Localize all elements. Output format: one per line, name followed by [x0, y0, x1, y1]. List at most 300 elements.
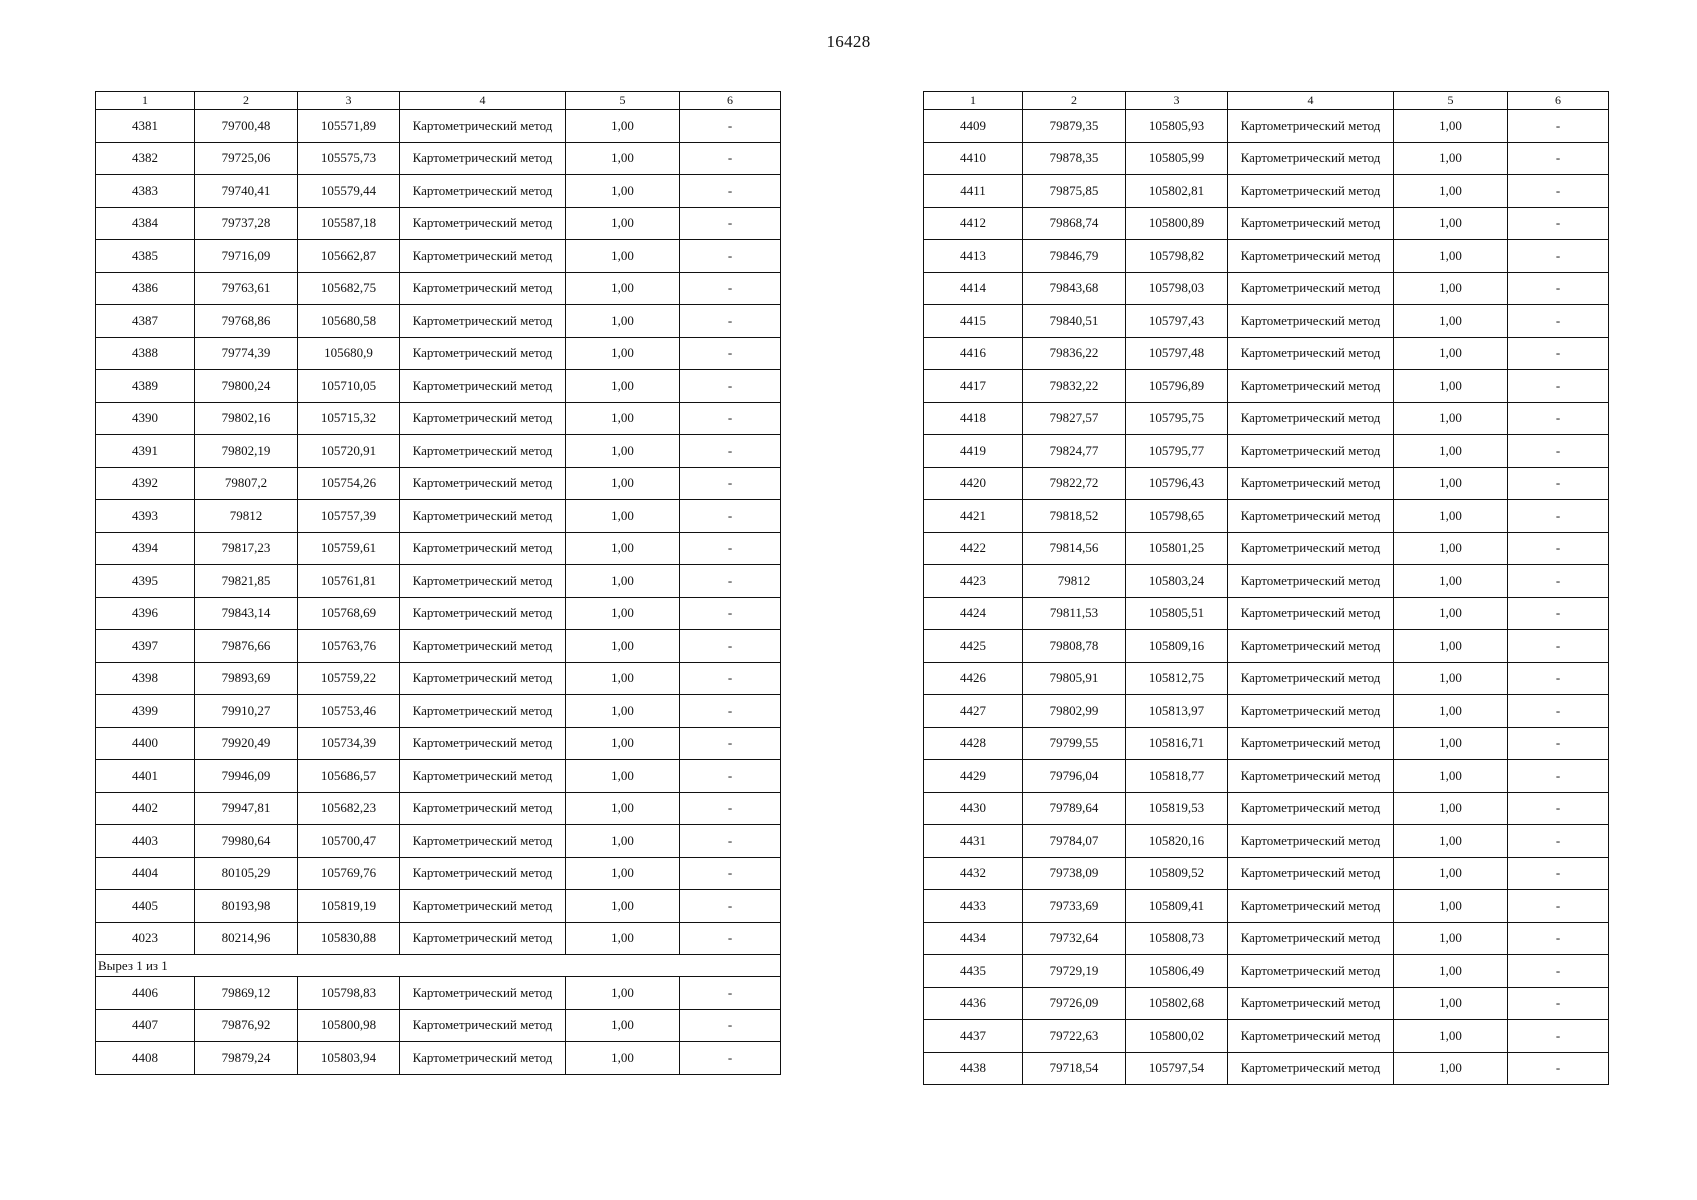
table-cell-col-6: -: [1508, 402, 1609, 435]
table-row: [924, 1052, 1609, 1085]
table-row: [96, 207, 781, 240]
table-cell-col-3: 105759,61: [298, 532, 400, 565]
table-cell-col-6: -: [680, 532, 781, 565]
table-row: [96, 565, 781, 598]
table-row: [96, 922, 781, 955]
table-cell-col-4: Картометрический метод: [400, 532, 566, 565]
table-cell-col-1: 4413: [924, 240, 1023, 273]
table-cell-col-2: 2: [195, 92, 298, 110]
table-cell-col-5: 1,00: [566, 630, 680, 663]
left-table-body: [96, 92, 781, 1075]
table-cell-col-5: 1,00: [1394, 532, 1508, 565]
table-cell-col-1: 4427: [924, 695, 1023, 728]
table-cell-col-1: 4435: [924, 955, 1023, 988]
table-cell-col-4: Картометрический метод: [400, 110, 566, 143]
table-cell-col-3: 3: [298, 92, 400, 110]
table-cell-col-5: 1,00: [1394, 337, 1508, 370]
table-cell-col-5: 1,00: [1394, 857, 1508, 890]
table-cell-col-3: 105819,53: [1126, 792, 1228, 825]
table-cell-col-2: 79868,74: [1023, 207, 1126, 240]
table-row: [96, 727, 781, 760]
table-cell-col-6: -: [1508, 727, 1609, 760]
table-cell-col-2: 79811,53: [1023, 597, 1126, 630]
table-cell-col-2: 79729,19: [1023, 955, 1126, 988]
table-row: [924, 467, 1609, 500]
table-cell-col-4: Картометрический метод: [400, 272, 566, 305]
table-cell-col-2: 79980,64: [195, 825, 298, 858]
table-cell-col-2: 79878,35: [1023, 142, 1126, 175]
table-cell-col-5: 1,00: [566, 142, 680, 175]
table-cell-col-6: -: [680, 1042, 781, 1075]
table-cell-col-1: 4401: [96, 760, 195, 793]
table-cell-col-2: 79805,91: [1023, 662, 1126, 695]
table-row: [924, 597, 1609, 630]
table-cell-col-4: Картометрический метод: [400, 695, 566, 728]
table-cell-col-6: -: [680, 240, 781, 273]
table-cell-col-4: Картометрический метод: [1228, 760, 1394, 793]
table-row: [924, 792, 1609, 825]
table-cell-col-1: 4391: [96, 435, 195, 468]
table-cell-col-4: Картометрический метод: [400, 305, 566, 338]
table-cell-col-1: 4403: [96, 825, 195, 858]
table-cell-col-5: 1,00: [1394, 955, 1508, 988]
table-cell-col-5: 1,00: [566, 597, 680, 630]
table-cell-col-3: 105575,73: [298, 142, 400, 175]
table-cell-col-6: -: [1508, 337, 1609, 370]
table-cell-col-5: 1,00: [1394, 922, 1508, 955]
table-cell-col-1: 4434: [924, 922, 1023, 955]
table-cell-col-5: 1,00: [1394, 435, 1508, 468]
table-cell-col-5: 1,00: [1394, 565, 1508, 598]
table-cell-col-3: 105802,68: [1126, 987, 1228, 1020]
table-cell-col-3: 105720,91: [298, 435, 400, 468]
table-cell-col-4: Картометрический метод: [400, 630, 566, 663]
table-cell-col-2: 80105,29: [195, 857, 298, 890]
table-row: [924, 142, 1609, 175]
table-cell-col-3: 105830,88: [298, 922, 400, 955]
table-cell-col-6: -: [680, 695, 781, 728]
table-cell-col-5: 1,00: [1394, 370, 1508, 403]
table-cell-col-5: 1,00: [1394, 142, 1508, 175]
table-cell-col-3: 105797,54: [1126, 1052, 1228, 1085]
table-cell-col-5: 1,00: [566, 240, 680, 273]
table-cell-col-1: 4398: [96, 662, 195, 695]
table-cell-col-3: 105753,46: [298, 695, 400, 728]
table-cell-col-1: 4381: [96, 110, 195, 143]
table-cell-col-1: 4390: [96, 402, 195, 435]
table-cell-col-1: 4384: [96, 207, 195, 240]
table-cell-col-6: -: [1508, 500, 1609, 533]
table-cell-col-4: Картометрический метод: [400, 662, 566, 695]
table-cell-col-3: 105805,51: [1126, 597, 1228, 630]
table-cell-col-3: 105798,82: [1126, 240, 1228, 273]
table-cell-col-1: 4388: [96, 337, 195, 370]
table-cell-col-6: -: [1508, 922, 1609, 955]
table-cell-col-4: Картометрический метод: [400, 500, 566, 533]
table-cell-col-1: 4399: [96, 695, 195, 728]
table-cell-col-1: 1: [96, 92, 195, 110]
table-cell-col-2: 79807,2: [195, 467, 298, 500]
table-cell-col-4: Картометрический метод: [1228, 467, 1394, 500]
table-cell-col-5: 1,00: [566, 500, 680, 533]
table-cell-col-3: 105587,18: [298, 207, 400, 240]
table-cell-col-3: 105809,16: [1126, 630, 1228, 663]
table-cell-col-1: 4394: [96, 532, 195, 565]
table-cell-col-4: Картометрический метод: [1228, 435, 1394, 468]
table-cell-col-2: 79879,24: [195, 1042, 298, 1075]
table-cell-col-4: Картометрический метод: [1228, 500, 1394, 533]
table-row: [924, 727, 1609, 760]
table-row: [96, 532, 781, 565]
table-cell-col-4: Картометрический метод: [1228, 987, 1394, 1020]
table-cell-col-6: -: [1508, 760, 1609, 793]
table-cell-col-3: 105715,32: [298, 402, 400, 435]
table-row: [96, 890, 781, 923]
table-cell-col-1: 4407: [96, 1009, 195, 1042]
table-row: [924, 175, 1609, 208]
table-cell-col-1: 4400: [96, 727, 195, 760]
table-row: [924, 435, 1609, 468]
table-cell-col-4: Картометрический метод: [1228, 922, 1394, 955]
table-cell-col-6: -: [680, 890, 781, 923]
table-cell-col-6: -: [680, 760, 781, 793]
table-cell-col-3: 105680,9: [298, 337, 400, 370]
table-cell-col-4: Картометрический метод: [400, 922, 566, 955]
table-cell-col-2: 79733,69: [1023, 890, 1126, 923]
table-cell-col-5: 1,00: [566, 110, 680, 143]
table-cell-col-3: 105803,94: [298, 1042, 400, 1075]
table-cell-col-4: Картометрический метод: [400, 792, 566, 825]
table-cell-col-3: 105812,75: [1126, 662, 1228, 695]
table-cell-col-4: Картометрический метод: [400, 467, 566, 500]
table-cell-col-6: -: [1508, 370, 1609, 403]
coordinates-table-right: [923, 91, 1609, 1085]
table-cell-col-2: 79716,09: [195, 240, 298, 273]
table-cell-col-6: -: [680, 922, 781, 955]
table-cell-col-1: 4410: [924, 142, 1023, 175]
table-cell-col-6: -: [680, 142, 781, 175]
table-cell-col-4: Картометрический метод: [1228, 402, 1394, 435]
table-cell-col-6: 6: [680, 92, 781, 110]
table-row: [96, 272, 781, 305]
table-cell-col-1: 4406: [96, 977, 195, 1010]
table-row: [924, 207, 1609, 240]
table-cell-col-3: 105700,47: [298, 825, 400, 858]
table-cell-col-3: 105768,69: [298, 597, 400, 630]
table-cell-col-3: 105797,48: [1126, 337, 1228, 370]
table-row: [96, 792, 781, 825]
table-cell-col-4: Картометрический метод: [400, 825, 566, 858]
table-cell-col-4: Картометрический метод: [1228, 1052, 1394, 1085]
table-cell-col-4: Картометрический метод: [1228, 792, 1394, 825]
table-cell-col-3: 105798,65: [1126, 500, 1228, 533]
table-cell-col-1: 4393: [96, 500, 195, 533]
table-cell-col-4: Картометрический метод: [1228, 370, 1394, 403]
table-cell-col-5: 1,00: [1394, 110, 1508, 143]
table-cell-col-5: 1,00: [1394, 760, 1508, 793]
table-cell-col-2: 79875,85: [1023, 175, 1126, 208]
table-cell-col-3: 105818,77: [1126, 760, 1228, 793]
table-cell-col-5: 1,00: [566, 435, 680, 468]
table-cell-col-2: 79869,12: [195, 977, 298, 1010]
table-cell-col-2: 79879,35: [1023, 110, 1126, 143]
table-cell-col-2: 79836,22: [1023, 337, 1126, 370]
table-row: [924, 890, 1609, 923]
table-cell-col-6: -: [1508, 955, 1609, 988]
table-cell-col-2: 79740,41: [195, 175, 298, 208]
table-row: [924, 500, 1609, 533]
table-cell-col-3: 105798,83: [298, 977, 400, 1010]
table-cell-col-5: 1,00: [566, 1042, 680, 1075]
table-cell-col-3: 105734,39: [298, 727, 400, 760]
table-cell-col-5: 1,00: [566, 857, 680, 890]
table-cell-col-2: 79893,69: [195, 662, 298, 695]
table-row: [96, 977, 781, 1010]
table-cell-col-4: Картометрический метод: [1228, 1020, 1394, 1053]
table-cell-col-2: 79726,09: [1023, 987, 1126, 1020]
table-cell-col-1: 4433: [924, 890, 1023, 923]
table-cell-col-3: 105571,89: [298, 110, 400, 143]
table-cell-col-6: -: [680, 1009, 781, 1042]
table-cell-col-2: 79843,68: [1023, 272, 1126, 305]
table-cell-col-6: -: [680, 305, 781, 338]
table-cell-col-4: 4: [1228, 92, 1394, 110]
table-cell-col-3: 105763,76: [298, 630, 400, 663]
table-cell-col-2: 79827,57: [1023, 402, 1126, 435]
table-cell-col-3: 105761,81: [298, 565, 400, 598]
table-cell-col-3: 105809,52: [1126, 857, 1228, 890]
table-cell-col-5: 1,00: [1394, 727, 1508, 760]
table-cell-col-3: 105686,57: [298, 760, 400, 793]
table-cell-col-5: 1,00: [1394, 175, 1508, 208]
table-cell-col-1: 4418: [924, 402, 1023, 435]
table-row: [924, 532, 1609, 565]
table-cell-col-4: Картометрический метод: [400, 857, 566, 890]
table-cell-col-1: 4389: [96, 370, 195, 403]
table-cell-col-3: 105819,19: [298, 890, 400, 923]
table-cell-col-6: -: [1508, 890, 1609, 923]
table-cell-col-4: Картометрический метод: [400, 435, 566, 468]
table-row: [924, 272, 1609, 305]
table-cell-col-3: 105754,26: [298, 467, 400, 500]
table-cell-col-6: -: [680, 500, 781, 533]
table-cell-col-6: -: [1508, 857, 1609, 890]
table-cell-col-6: -: [680, 435, 781, 468]
table-cell-col-4: Картометрический метод: [400, 402, 566, 435]
table-cell-col-5: 1,00: [566, 922, 680, 955]
table-cell-col-2: 79817,23: [195, 532, 298, 565]
table-cell-col-4: Картометрический метод: [400, 1042, 566, 1075]
table-cell-col-4: Картометрический метод: [1228, 175, 1394, 208]
table-cell-col-4: Картометрический метод: [1228, 955, 1394, 988]
table-cell-col-4: Картометрический метод: [400, 597, 566, 630]
table-row: [924, 695, 1609, 728]
table-cell-col-1: 4417: [924, 370, 1023, 403]
table-cell-col-3: 105662,87: [298, 240, 400, 273]
table-row: [96, 825, 781, 858]
table-cell-col-2: 79818,52: [1023, 500, 1126, 533]
table-cell-col-5: 1,00: [566, 175, 680, 208]
table-cell-col-5: 1,00: [566, 662, 680, 695]
table-cell-col-2: 80214,96: [195, 922, 298, 955]
table-cell-col-5: 1,00: [1394, 695, 1508, 728]
table-cell-col-5: 1,00: [566, 1009, 680, 1042]
table-cell-col-3: 105801,25: [1126, 532, 1228, 565]
table-cell-col-4: Картометрический метод: [400, 207, 566, 240]
table-row: [924, 305, 1609, 338]
table-row: [96, 467, 781, 500]
table-cell-col-4: Картометрический метод: [1228, 240, 1394, 273]
table-cell-col-5: 1,00: [566, 337, 680, 370]
table-cell-col-1: 4382: [96, 142, 195, 175]
table-cell-col-1: 4426: [924, 662, 1023, 695]
table-cell-col-5: 1,00: [1394, 825, 1508, 858]
table-cell-col-2: 79802,16: [195, 402, 298, 435]
table-cell-col-5: 5: [1394, 92, 1508, 110]
table-row: [924, 110, 1609, 143]
table-cell-col-6: -: [680, 825, 781, 858]
table-cell-col-3: 105796,89: [1126, 370, 1228, 403]
table-cell-col-6: -: [1508, 240, 1609, 273]
table-cell-col-1: 4397: [96, 630, 195, 663]
table-cell-col-4: Картометрический метод: [400, 760, 566, 793]
table-cell-col-6: -: [1508, 110, 1609, 143]
table-cell-col-3: 105797,43: [1126, 305, 1228, 338]
table-cell-col-6: -: [680, 977, 781, 1010]
table-cell-col-5: 1,00: [1394, 500, 1508, 533]
table-cell-col-4: Картометрический метод: [400, 890, 566, 923]
table-row: [96, 435, 781, 468]
table-row: [96, 142, 781, 175]
table-row: [96, 1009, 781, 1042]
table-cell-col-2: 79821,85: [195, 565, 298, 598]
table-row: [96, 402, 781, 435]
table-cell-col-5: 1,00: [566, 890, 680, 923]
table-cell-col-4: Картометрический метод: [1228, 565, 1394, 598]
table-cell-col-2: 79822,72: [1023, 467, 1126, 500]
table-cell-col-5: 1,00: [1394, 467, 1508, 500]
table-cell-col-6: -: [680, 402, 781, 435]
table-row: [96, 500, 781, 533]
table-cell-col-2: 79802,99: [1023, 695, 1126, 728]
table-cell-col-3: 105795,75: [1126, 402, 1228, 435]
table-row: [96, 370, 781, 403]
table-cell-col-5: 1,00: [566, 825, 680, 858]
table-cell-col-4: Картометрический метод: [1228, 272, 1394, 305]
table-cell-col-2: 79808,78: [1023, 630, 1126, 663]
table-cell-col-2: 79843,14: [195, 597, 298, 630]
table-cell-col-6: -: [1508, 565, 1609, 598]
table-cell-col-5: 1,00: [566, 305, 680, 338]
table-cell-col-6: -: [1508, 142, 1609, 175]
table-cell-col-6: -: [680, 662, 781, 695]
table-cell-col-6: -: [1508, 630, 1609, 663]
table-row: [96, 1042, 781, 1075]
table-cell-col-1: 4430: [924, 792, 1023, 825]
table-cell-col-5: 1,00: [566, 467, 680, 500]
table-cell-col-4: Картометрический метод: [1228, 597, 1394, 630]
table-cell-col-4: Картометрический метод: [400, 175, 566, 208]
table-cell-col-5: 1,00: [1394, 305, 1508, 338]
table-cell-col-1: 4404: [96, 857, 195, 890]
table-cell-col-2: 79789,64: [1023, 792, 1126, 825]
table-row: [96, 305, 781, 338]
table-cell-col-5: 1,00: [1394, 1020, 1508, 1053]
table-cell-col-5: 1,00: [1394, 792, 1508, 825]
table-cell-col-1: 4414: [924, 272, 1023, 305]
table-cell-col-6: -: [680, 565, 781, 598]
table-cell-col-3: 105796,43: [1126, 467, 1228, 500]
table-cell-col-5: 1,00: [1394, 402, 1508, 435]
table-cell-col-1: 4387: [96, 305, 195, 338]
table-header-row: [924, 92, 1609, 110]
table-cell-col-2: 79840,51: [1023, 305, 1126, 338]
table-cell-col-1: 4408: [96, 1042, 195, 1075]
table-cell-col-1: 1: [924, 92, 1023, 110]
table-cell-col-5: 1,00: [566, 727, 680, 760]
table-cell-col-1: 4405: [96, 890, 195, 923]
table-cell-col-3: 105820,16: [1126, 825, 1228, 858]
table-cell-col-2: 79722,63: [1023, 1020, 1126, 1053]
table-cell-col-4: Картометрический метод: [1228, 825, 1394, 858]
table-cell-col-4: Картометрический метод: [400, 1009, 566, 1042]
table-cell-col-6: -: [680, 727, 781, 760]
table-cell-col-2: 79812: [1023, 565, 1126, 598]
table-cell-col-2: 79947,81: [195, 792, 298, 825]
table-cell-col-2: 79763,61: [195, 272, 298, 305]
table-cell-col-3: 105682,75: [298, 272, 400, 305]
table-row: [924, 662, 1609, 695]
table-cell-col-2: 79946,09: [195, 760, 298, 793]
table-cell-col-2: 79784,07: [1023, 825, 1126, 858]
table-cell-col-6: -: [680, 630, 781, 663]
table-cell-col-1: 4425: [924, 630, 1023, 663]
table-row: [96, 760, 781, 793]
table-cell-col-5: 1,00: [1394, 987, 1508, 1020]
table-cell-col-2: 79920,49: [195, 727, 298, 760]
table-cell-col-6: -: [680, 597, 781, 630]
table-cell-col-5: 1,00: [1394, 207, 1508, 240]
table-cell-col-5: 1,00: [566, 272, 680, 305]
table-cell-col-5: 1,00: [1394, 890, 1508, 923]
table-cell-col-5: 1,00: [566, 532, 680, 565]
table-cell-col-5: 1,00: [566, 207, 680, 240]
table-cell-col-6: -: [680, 370, 781, 403]
table-cell-col-1: 4420: [924, 467, 1023, 500]
table-cell-col-4: Картометрический метод: [1228, 857, 1394, 890]
table-cell-col-4: Картометрический метод: [1228, 305, 1394, 338]
table-cell-col-3: 105816,71: [1126, 727, 1228, 760]
table-cell-col-1: 4412: [924, 207, 1023, 240]
table-cell-col-6: -: [680, 337, 781, 370]
table-cell-col-2: 79700,48: [195, 110, 298, 143]
right-table-body: [924, 92, 1609, 1085]
table-cell-col-1: 4383: [96, 175, 195, 208]
table-row: [924, 760, 1609, 793]
table-cell-col-6: -: [1508, 175, 1609, 208]
table-cell-col-1: 4436: [924, 987, 1023, 1020]
table-row: [924, 825, 1609, 858]
table-cell-col-4: Картометрический метод: [1228, 890, 1394, 923]
table-cell-col-2: 79796,04: [1023, 760, 1126, 793]
table-cell-col-3: 105680,58: [298, 305, 400, 338]
table-cell-col-3: 105682,23: [298, 792, 400, 825]
table-row: [96, 110, 781, 143]
table-cell-col-1: 4421: [924, 500, 1023, 533]
table-cell-col-6: -: [1508, 435, 1609, 468]
table-cell-col-4: Картометрический метод: [400, 142, 566, 175]
table-cell-col-1: 4411: [924, 175, 1023, 208]
